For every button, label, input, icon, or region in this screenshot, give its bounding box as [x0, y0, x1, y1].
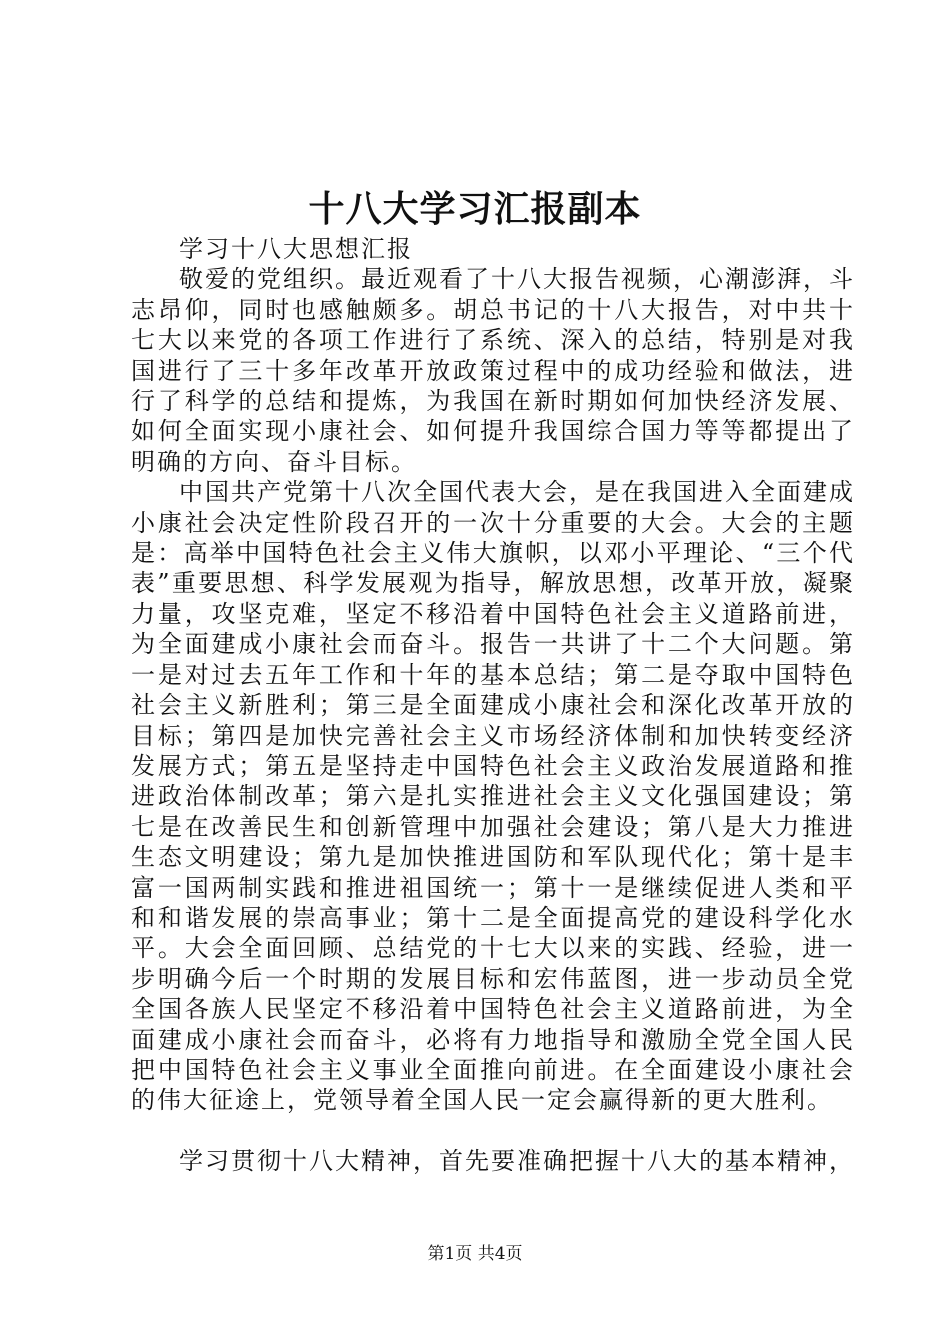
- page-number-footer: 第1页 共4页: [427, 1244, 523, 1264]
- document-body: [131, 234, 855, 1176]
- body-paragraph: 学习贯彻十八大精神，首先要准确把握十八大的基本精神，: [179, 1146, 855, 1175]
- document-subtitle: 学习十八大思想汇报: [179, 235, 413, 263]
- body-paragraph: 敬爱的党组织。最近观看了十八大报告视频，心潮澎湃，斗志昂仰，同时也感触颇多。胡总书记的十八大报告，对中共十七大以来党的各项工作进行了系统、深入的总结，特别是对我国进行了三十多年改革开放政策过程中的成功经验和做法，进行了科学的总结和提炼，为我国在新时期如何加快经济发展、如何全面实现小康社会、如何提升我国综合国力等等都提出了明确的方向、奋斗目标。: [131, 265, 855, 476]
- body-paragraph: 中国共产党第十八次全国代表大会，是在我国进入全面建成小康社会决定性阶段召开的一次十分重要的大会。大会的主题是：高举中国特色社会主义伟大旗帜，以邓小平理论、“三个代表”重要思想、科学发展观为指导，解放思想，改革开放，凝聚力量，攻坚克难，坚定不移沿着中国特色社会主义道路前进，为全面建成小康社会而奋斗。报告一共讲了十二个大问题。第一是对过去五年工作和十年的基本总结；第二是夺取中国特色社会主义新胜利；第三是全面建成小康社会和深化改革开放的目标；第四是加快完善社会主义市场经济体制和加快转变经济发展方式；第五是坚持走中国特色社会主义政治发展道路和推进政治体制改革；第六是扎实推进社会主义文化强国建设；第七是在改善民生和创新管理中加强社会建设；第八是大力推进生态文明建设；第九是加快推进国防和军队现代化；第十是丰富一国两制实践和推进祖国统一；第十一是继续促进人类和平和和谐发展的崇高事业；第十二是全面提高党的建设科学化水平。大会全面回顾、总结党的十七大以来的实践、经验，进一步明确今后一个时期的发展目标和宏伟蓝图，进一步动员全党全国各族人民坚定不移沿着中国特色社会主义道路前进，为全面建成小康社会而奋斗，必将有力地指导和激励全党全国人民把中国特色社会主义事业全面推向前进。在全面建设小康社会的伟大征途上，党领导着全国人民一定会赢得新的更大胜利。: [131, 478, 855, 1115]
- document-title: 十八大学习汇报副本: [308, 188, 642, 230]
